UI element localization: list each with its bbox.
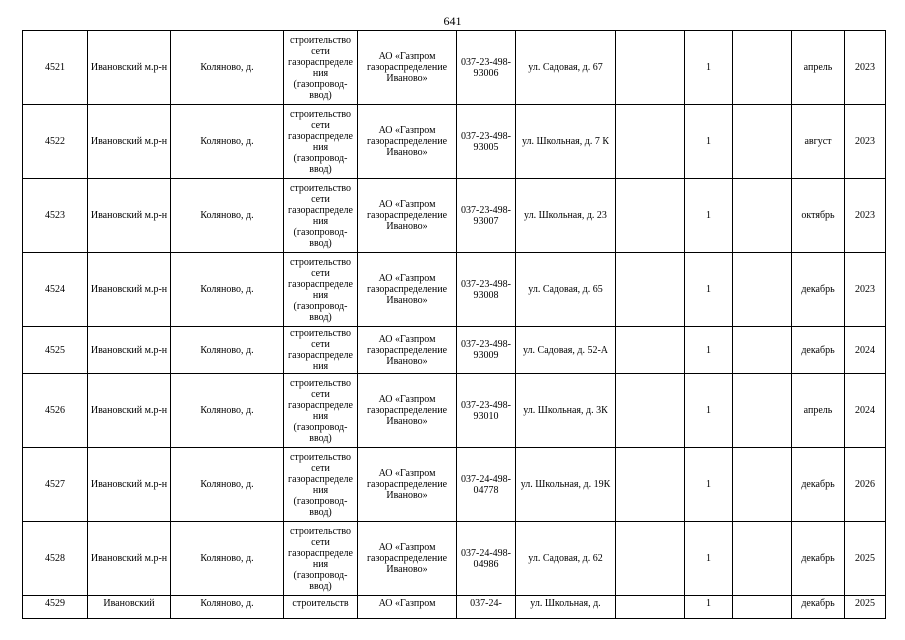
- table-row: [23, 596, 886, 619]
- month-cell: апрель: [792, 31, 845, 105]
- address-cell: ул. Школьная, д. 3К: [516, 374, 616, 448]
- code-cell: 037-23-498-93007: [457, 179, 516, 253]
- object-cell: строительств: [284, 596, 358, 619]
- registry-table: [22, 30, 886, 619]
- district-cell: Ивановский м.р-н: [88, 522, 171, 596]
- object-cell: строительство сети газораспределения (газопровод-ввод): [284, 374, 358, 448]
- organization-cell: АО «Газпром газораспределение Иваново»: [358, 179, 457, 253]
- empty-cell: [616, 596, 685, 619]
- quantity-cell: 1: [685, 105, 733, 179]
- object-cell: строительство сети газораспределения (газопровод-ввод): [284, 179, 358, 253]
- table-row: [23, 179, 886, 253]
- district-cell: Ивановский м.р-н: [88, 327, 171, 374]
- empty-cell: [616, 522, 685, 596]
- table-row: [23, 374, 886, 448]
- organization-cell: АО «Газпром газораспределение Иваново»: [358, 448, 457, 522]
- organization-cell: АО «Газпром газораспределение Иваново»: [358, 327, 457, 374]
- empty-cell: [733, 596, 792, 619]
- address-cell: ул. Садовая, д. 65: [516, 253, 616, 327]
- empty-cell: [616, 374, 685, 448]
- district-cell: Ивановский м.р-н: [88, 179, 171, 253]
- empty-cell: [616, 253, 685, 327]
- quantity-cell: 1: [685, 253, 733, 327]
- row-number: 4525: [23, 327, 88, 374]
- settlement-cell: Коляново, д.: [171, 522, 284, 596]
- district-cell: Ивановский м.р-н: [88, 253, 171, 327]
- district-cell: Ивановский м.р-н: [88, 448, 171, 522]
- settlement-cell: Коляново, д.: [171, 31, 284, 105]
- settlement-cell: Коляново, д.: [171, 253, 284, 327]
- empty-cell: [616, 327, 685, 374]
- object-cell: строительство сети газораспределения (газопровод-ввод): [284, 31, 358, 105]
- year-cell: 2026: [845, 448, 886, 522]
- empty-cell: [616, 179, 685, 253]
- organization-cell: АО «Газпром: [358, 596, 457, 619]
- empty-cell: [733, 522, 792, 596]
- settlement-cell: Коляново, д.: [171, 596, 284, 619]
- month-cell: декабрь: [792, 327, 845, 374]
- code-cell: 037-23-498-93006: [457, 31, 516, 105]
- month-cell: октябрь: [792, 179, 845, 253]
- row-number: 4523: [23, 179, 88, 253]
- table-row: [23, 448, 886, 522]
- month-cell: декабрь: [792, 522, 845, 596]
- settlement-cell: Коляново, д.: [171, 327, 284, 374]
- address-cell: ул. Садовая, д. 52-А: [516, 327, 616, 374]
- row-number: 4524: [23, 253, 88, 327]
- code-cell: 037-24-: [457, 596, 516, 619]
- organization-cell: АО «Газпром газораспределение Иваново»: [358, 105, 457, 179]
- table-row: [23, 327, 886, 374]
- year-cell: 2025: [845, 522, 886, 596]
- object-cell: строительство сети газораспределения: [284, 327, 358, 374]
- address-cell: ул. Школьная, д. 19К: [516, 448, 616, 522]
- year-cell: 2023: [845, 253, 886, 327]
- empty-cell: [616, 448, 685, 522]
- code-cell: 037-23-498-93008: [457, 253, 516, 327]
- year-cell: 2023: [845, 179, 886, 253]
- district-cell: Ивановский м.р-н: [88, 31, 171, 105]
- settlement-cell: Коляново, д.: [171, 374, 284, 448]
- object-cell: строительство сети газораспределения (газопровод-ввод): [284, 105, 358, 179]
- year-cell: 2024: [845, 374, 886, 448]
- empty-cell: [733, 105, 792, 179]
- object-cell: строительство сети газораспределения (газопровод-ввод): [284, 448, 358, 522]
- address-cell: ул. Садовая, д. 67: [516, 31, 616, 105]
- empty-cell: [733, 253, 792, 327]
- row-number: 4521: [23, 31, 88, 105]
- quantity-cell: 1: [685, 522, 733, 596]
- district-cell: Ивановский м.р-н: [88, 105, 171, 179]
- quantity-cell: 1: [685, 31, 733, 105]
- month-cell: август: [792, 105, 845, 179]
- settlement-cell: Коляново, д.: [171, 105, 284, 179]
- settlement-cell: Коляново, д.: [171, 448, 284, 522]
- table-row: [23, 253, 886, 327]
- organization-cell: АО «Газпром газораспределение Иваново»: [358, 253, 457, 327]
- organization-cell: АО «Газпром газораспределение Иваново»: [358, 522, 457, 596]
- page-number: 641: [443, 14, 462, 28]
- code-cell: 037-23-498-93010: [457, 374, 516, 448]
- district-cell: Ивановский м.р-н: [88, 374, 171, 448]
- empty-cell: [733, 374, 792, 448]
- address-cell: ул. Школьная, д. 7 К: [516, 105, 616, 179]
- year-cell: 2024: [845, 327, 886, 374]
- row-number: 4528: [23, 522, 88, 596]
- year-cell: 2025: [845, 596, 886, 619]
- code-cell: 037-24-498-04778: [457, 448, 516, 522]
- organization-cell: АО «Газпром газораспределение Иваново»: [358, 31, 457, 105]
- organization-cell: АО «Газпром газораспределение Иваново»: [358, 374, 457, 448]
- empty-cell: [733, 448, 792, 522]
- month-cell: апрель: [792, 374, 845, 448]
- table-row: [23, 522, 886, 596]
- quantity-cell: 1: [685, 596, 733, 619]
- quantity-cell: 1: [685, 179, 733, 253]
- year-cell: 2023: [845, 105, 886, 179]
- year-cell: 2023: [845, 31, 886, 105]
- month-cell: декабрь: [792, 448, 845, 522]
- object-cell: строительство сети газораспределения (газопровод-ввод): [284, 522, 358, 596]
- month-cell: декабрь: [792, 253, 845, 327]
- address-cell: ул. Школьная, д.: [516, 596, 616, 619]
- empty-cell: [616, 105, 685, 179]
- empty-cell: [616, 31, 685, 105]
- code-cell: 037-23-498-93005: [457, 105, 516, 179]
- month-cell: декабрь: [792, 596, 845, 619]
- empty-cell: [733, 179, 792, 253]
- quantity-cell: 1: [685, 374, 733, 448]
- object-cell: строительство сети газораспределения (газопровод-ввод): [284, 253, 358, 327]
- row-number: 4527: [23, 448, 88, 522]
- row-number: 4522: [23, 105, 88, 179]
- address-cell: ул. Садовая, д. 62: [516, 522, 616, 596]
- address-cell: ул. Школьная, д. 23: [516, 179, 616, 253]
- district-cell: Ивановский: [88, 596, 171, 619]
- table-row: [23, 31, 886, 105]
- settlement-cell: Коляново, д.: [171, 179, 284, 253]
- quantity-cell: 1: [685, 327, 733, 374]
- quantity-cell: 1: [685, 448, 733, 522]
- table-row: [23, 105, 886, 179]
- row-number: 4529: [23, 596, 88, 619]
- code-cell: 037-24-498-04986: [457, 522, 516, 596]
- code-cell: 037-23-498-93009: [457, 327, 516, 374]
- empty-cell: [733, 327, 792, 374]
- row-number: 4526: [23, 374, 88, 448]
- empty-cell: [733, 31, 792, 105]
